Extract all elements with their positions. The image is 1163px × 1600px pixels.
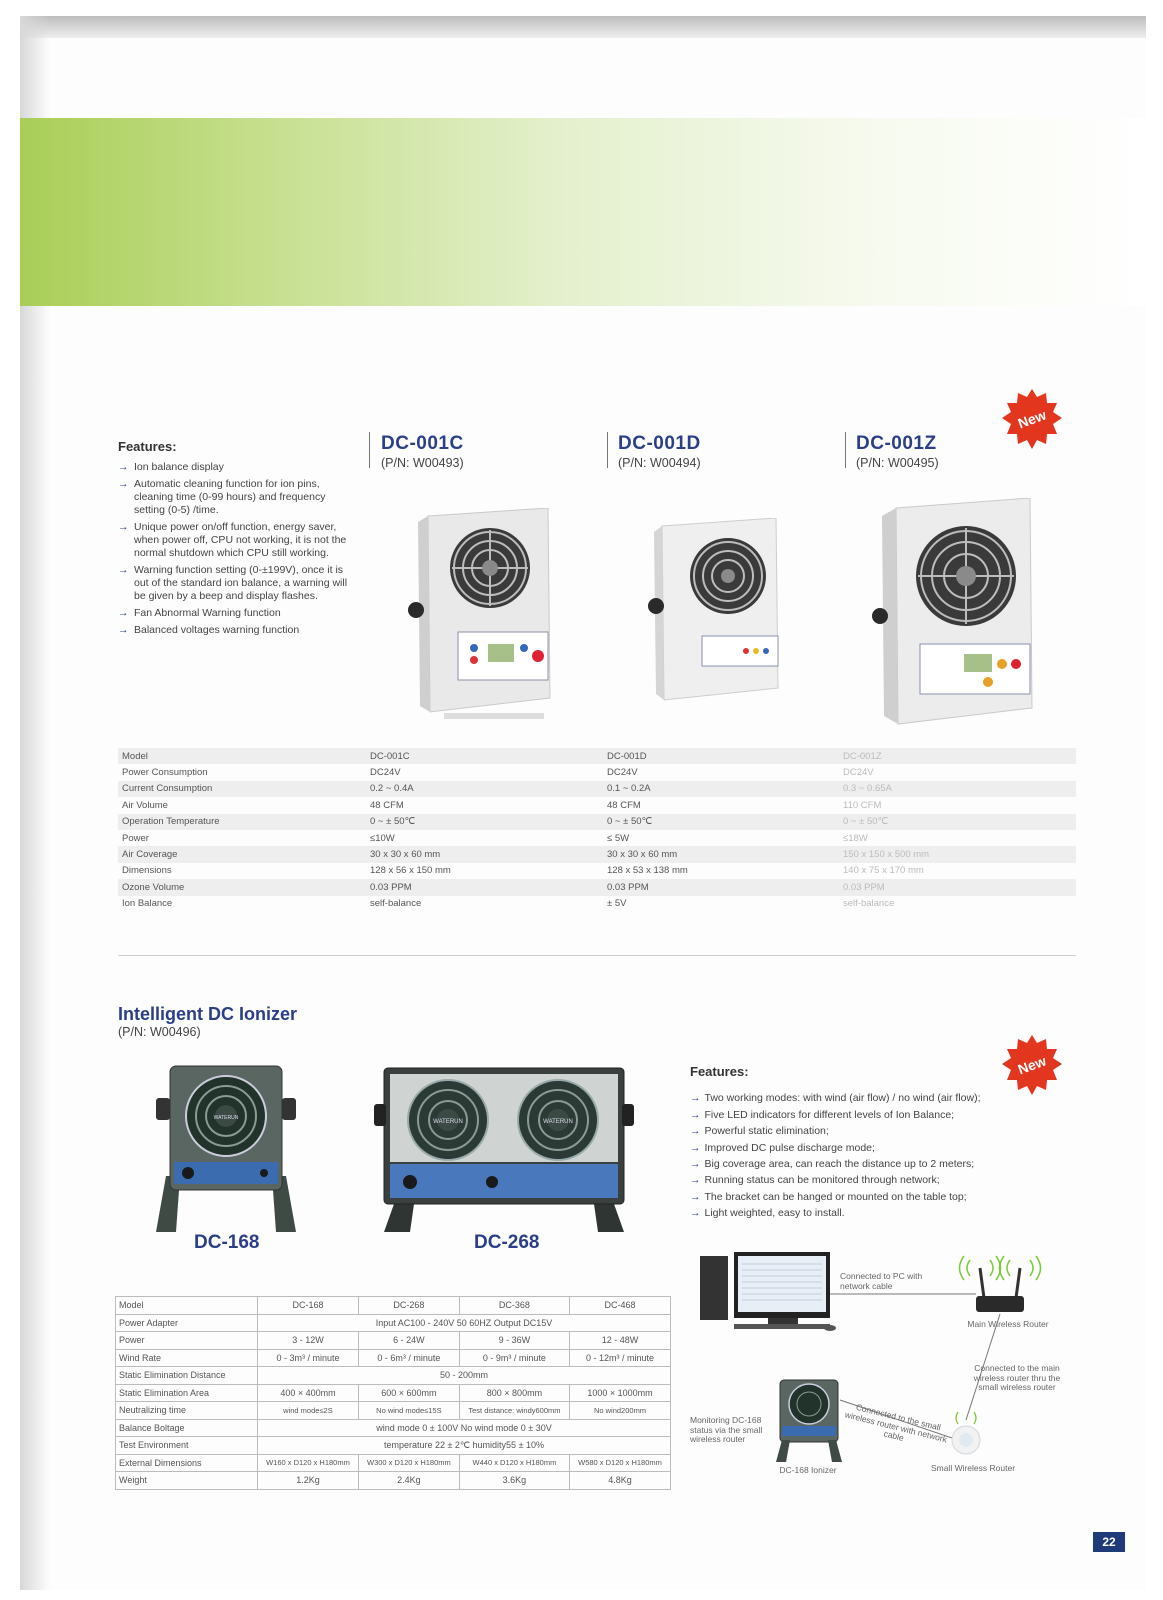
- arrow-icon: →: [690, 1207, 701, 1220]
- dc-001z-ionizer-image: [870, 498, 1040, 726]
- feature-item: → Light weighted, easy to install.: [690, 1207, 845, 1220]
- small-router-label: Small Wireless Router: [930, 1463, 1016, 1473]
- section-title-block: [118, 1004, 297, 1039]
- arrow-icon: →: [690, 1158, 701, 1171]
- page-top-shadow: [20, 16, 1146, 38]
- table-row: Dimensions 128 x 56 x 150 mm 128 x 53 x 138 mm 140 x 75 x 170 mm: [122, 865, 924, 877]
- main-router-label: Main Wireless Router: [967, 1319, 1049, 1329]
- dc-001d-ionizer-image: [646, 518, 786, 706]
- table-row: Current Consumption 0.2 ~ 0.4A 0.1 ~ 0.2A 0.3 ~ 0.65A: [118, 781, 1076, 797]
- arrow-icon: →: [118, 624, 129, 636]
- arrow-icon: →: [118, 564, 129, 576]
- feature-item: → Powerful static elimination;: [690, 1125, 829, 1138]
- table-row: Ozone Volume 0.03 PPM 0.03 PPM 0.03 PPM: [118, 879, 1076, 895]
- feature-item: → Ion balance display: [118, 461, 224, 473]
- table-row: Balance Boltage wind mode 0 ± 100V No wind mode 0 ± 30V: [116, 1419, 671, 1437]
- section-part-number: (P/N: W00496): [118, 1025, 201, 1039]
- model-part-number: (P/N: W00495): [856, 456, 939, 470]
- table-row: Operation Temperature 0 ~ ± 50℃ 0 ~ ± 50℃ 0 ~ ± 50℃: [118, 814, 1076, 830]
- model-heading-dc-001d: [618, 433, 701, 470]
- svg-text:WATERUN: WATERUN: [213, 1115, 239, 1121]
- divider-bar: [845, 432, 846, 468]
- section-title: Intelligent DC Ionizer: [118, 1004, 298, 1024]
- table-row: Power Adapter Input AC100 - 240V 50 60HZ Output DC15V: [116, 1314, 671, 1332]
- spec-table-2: [115, 1296, 671, 1490]
- model-heading-dc-001z: [856, 433, 939, 470]
- dc-168-diagram-label: DC-168 Ionizer: [779, 1465, 837, 1475]
- feature-item: → Two working modes: with wind (air flow) / no wind (air flow);: [690, 1092, 981, 1105]
- feature-item: → The bracket can be hanged or mounted on the table top;: [690, 1190, 967, 1203]
- table-row: Ion Balance self-balance ± 5V self-balance: [122, 898, 895, 910]
- table-row: External Dimensions W160 x D120 x H180mm W300 x D120 x H180mm W440 x D120 x H180mm W580 x D120 x H180mm: [116, 1454, 671, 1472]
- table-row: Static Elimination Distance 50 - 200mm: [116, 1367, 671, 1385]
- spec-table-1: [118, 748, 1076, 912]
- dc-168-ionizer-image: [152, 1064, 300, 1236]
- model-name: DC-001D: [618, 433, 701, 454]
- table-row: Model DC-168 DC-268 DC-368 DC-468: [116, 1297, 671, 1315]
- feature-item: → Fan Abnormal Warning function: [118, 607, 281, 619]
- svg-text:New: New: [1015, 406, 1049, 432]
- model-part-number: (P/N: W00493): [381, 456, 464, 470]
- table-row: Static Elimination Area 400 × 400mm 600 × 600mm 800 × 800mm 1000 × 1000mm: [116, 1384, 671, 1402]
- arrow-icon: →: [118, 461, 129, 473]
- svg-text:New: New: [1015, 1052, 1049, 1078]
- table-row: Model DC-001C DC-001D DC-001Z: [118, 748, 1076, 764]
- monitoring-label: Monitoring DC-168 status via the small wireless router: [690, 1415, 763, 1444]
- table-row: Test Environment temperature 22 ± 2℃ humidity55 ± 10%: [116, 1437, 671, 1455]
- feature-item: → Running status can be monitored through network;: [690, 1174, 940, 1187]
- feature-item: → Unique power on/off function, energy saver, when power off, CPU not working, it is not the normal shutdown which CPU still working.: [118, 521, 347, 559]
- arrow-icon: →: [118, 521, 129, 533]
- model-part-number: (P/N: W00494): [618, 456, 701, 470]
- section-divider: [118, 955, 1076, 956]
- arrow-icon: →: [690, 1174, 701, 1187]
- product-label-dc-168: DC-168: [194, 1232, 260, 1253]
- arrow-icon: →: [118, 607, 129, 619]
- router-link-label: Connected to the main wireless router thru the small wireless router: [973, 1363, 1061, 1392]
- table-row: Power 3 - 12W 6 - 24W 9 - 36W 12 - 48W: [116, 1332, 671, 1350]
- model-heading-dc-001c: [381, 433, 464, 470]
- features-block-2: [690, 1064, 1040, 1222]
- model-name: DC-001C: [381, 433, 464, 454]
- feature-item: → Big coverage area, can reach the distance up to 2 meters;: [690, 1158, 975, 1171]
- features-title: Features:: [118, 439, 177, 454]
- svg-text:WATERUN: WATERUN: [433, 1119, 463, 1125]
- model-name: DC-001Z: [856, 433, 937, 454]
- dc-268-ionizer-image: [374, 1064, 634, 1236]
- arrow-icon: →: [118, 478, 129, 490]
- product-label-dc-268: DC-268: [474, 1232, 540, 1253]
- feature-item: → Warning function setting (0-±199V), once it is out of the standard ion balance, a warning will be given by a beep and display flashes.: [118, 564, 348, 602]
- feature-item: → Improved DC pulse discharge mode;: [690, 1141, 875, 1154]
- green-banner: [20, 118, 1146, 306]
- features-title: Features:: [690, 1064, 749, 1079]
- arrow-icon: →: [690, 1141, 701, 1154]
- table-row: Wind Rate 0 - 3m³ / minute 0 - 6m³ / minute 0 - 9m³ / minute 0 - 12m³ / minute: [116, 1349, 671, 1367]
- table-row: Power Consumption DC24V DC24V DC24V: [122, 767, 874, 779]
- divider-bar: [607, 432, 608, 468]
- table-row: Air Coverage 30 x 30 x 60 mm 30 x 30 x 60 mm 150 x 150 x 500 mm: [118, 846, 1076, 862]
- table-row: Neutralizing time wind mode≤2S No wind mode≤15S Test distance: windy600mm No wind200mm: [116, 1402, 671, 1420]
- svg-text:WATERUN: WATERUN: [543, 1119, 573, 1125]
- dc-001c-ionizer-image: [408, 508, 558, 720]
- feature-item: → Five LED indicators for different levels of Ion Balance;: [690, 1108, 955, 1121]
- network-diagram: [690, 1240, 1070, 1490]
- table-row: Weight 1.2Kg 2.4Kg 3.6Kg 4.8Kg: [116, 1472, 671, 1490]
- arrow-icon: →: [690, 1092, 701, 1105]
- new-badge: [1001, 388, 1063, 450]
- features-block-1: [118, 440, 358, 641]
- table-row: Power ≤10W ≤ 5W ≤18W: [122, 832, 868, 844]
- table-row: Air Volume 48 CFM 48 CFM 110 CFM: [122, 799, 882, 811]
- arrow-icon: →: [690, 1108, 701, 1121]
- divider-bar: [369, 432, 370, 468]
- small-router-link-label: Connected to the small wireless router with network cable: [844, 1401, 949, 1444]
- feature-item: → Automatic cleaning function for ion pins, cleaning time (0-99 hours) and frequency setting (0-5) /time.: [118, 478, 326, 516]
- arrow-icon: →: [690, 1125, 701, 1138]
- arrow-icon: →: [690, 1190, 701, 1203]
- feature-item: → Balanced voltages warning function: [118, 624, 300, 636]
- pc-connection-label: Connected to PC with network cable: [840, 1271, 923, 1291]
- page-number: 22: [1093, 1532, 1125, 1552]
